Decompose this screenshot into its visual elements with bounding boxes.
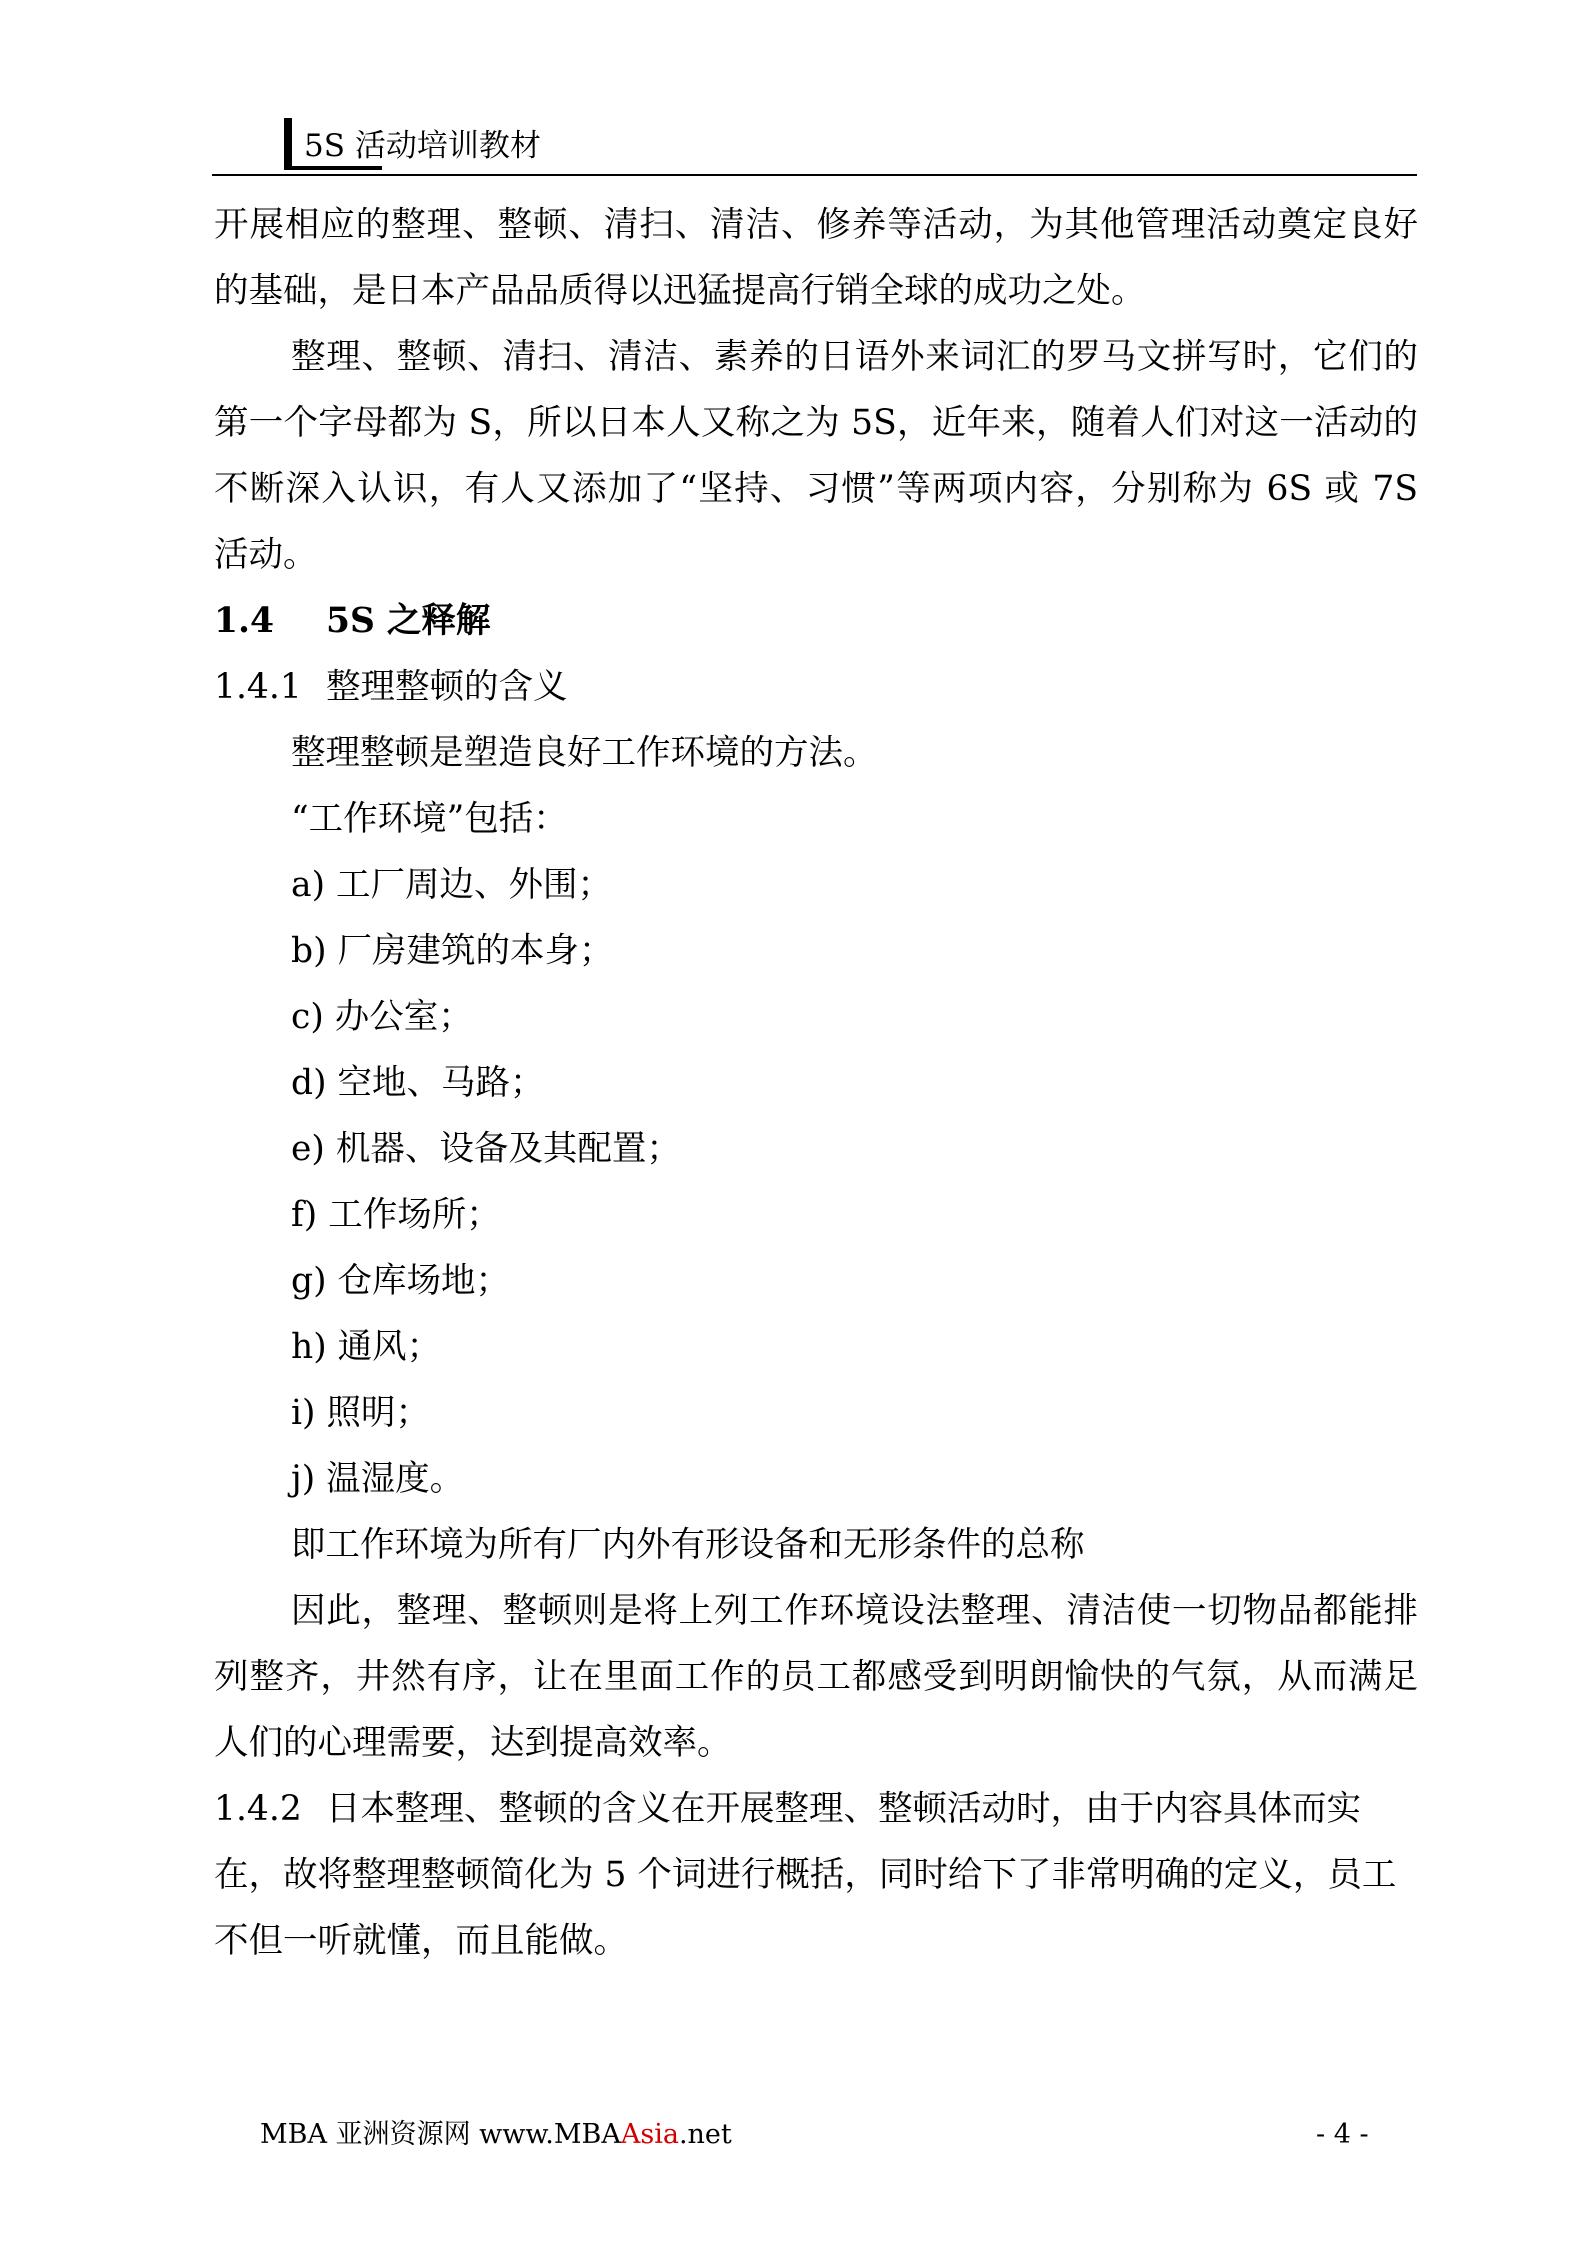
list-item: e) 机器、设备及其配置； [291, 1129, 681, 1169]
subsection-number: 1.4.2 [214, 1789, 302, 1829]
paragraph: 即工作环境为所有厂内外有形设备和无形条件的总称 [291, 1525, 1085, 1565]
subsection-paragraph [214, 1776, 1418, 1974]
paragraph: 因此，整理、整顿则是将上列工作环境设法整理、清洁使一切物品都能排列整齐，井然有序，让在里面工作的员工都感受到明朗愉快的气氛，从而满足人们的心理需要，达到提高效率。 [214, 1591, 1418, 1763]
header-underline-mark [284, 166, 382, 170]
footer-site [260, 2118, 732, 2152]
page-header [212, 118, 1417, 174]
header-rule [212, 174, 1417, 176]
paragraph: 开展相应的整理、整顿、清扫、清洁、修养等活动，为其他管理活动奠定良好的基础，是日本产品品质得以迅猛提高行销全球的成功之处。 [214, 205, 1418, 311]
footer-site-suffix: .net [678, 2119, 732, 2150]
subsection-heading [214, 654, 1418, 720]
footer-site-prefix: MBA 亚洲资源网 www.MBA [260, 2119, 621, 2150]
paragraph: 整理整顿是塑造良好工作环境的方法。 [291, 733, 878, 773]
paragraph: 整理、整顿、清扫、清洁、素养的日语外来词汇的罗马文拼写时，它们的第一个字母都为 S，所以日本人又称之为 5S，近年来，随着人们对这一活动的不断深入认识，有人又添加了“坚持、习惯”等两项内容，分别称为 6S 或 7S 活动。 [214, 337, 1418, 575]
list-item: j) 温湿度。 [291, 1459, 465, 1499]
document-body [214, 192, 1418, 1974]
header-bar-mark [284, 118, 292, 170]
page-number: - 4 - [1316, 2119, 1369, 2150]
list-item: c) 办公室； [291, 997, 473, 1037]
list-item: b) 厂房建筑的本身； [291, 931, 614, 971]
section-heading [214, 588, 1418, 654]
list-item: a) 工厂周边、外围； [291, 865, 612, 905]
list-item: h) 通风； [291, 1327, 442, 1367]
list-item: i) 照明； [291, 1393, 430, 1433]
list-item: d) 空地、马路； [291, 1063, 545, 1103]
list-item: f) 工作场所； [291, 1195, 501, 1235]
list-item: g) 仓库场地； [291, 1261, 511, 1301]
subsection-text: 日本整理、整顿的含义在开展整理、整顿活动时，由于内容具体而实在，故将整理整顿简化为 5 个词进行概括，同时给下了非常明确的定义，员工不但一听就懂，而且能做。 [214, 1789, 1397, 1961]
subsection-number: 1.4.1 [214, 667, 302, 707]
footer-site-accent: Asia [620, 2119, 679, 2150]
header-title: 5S 活动培训教材 [304, 128, 541, 164]
section-number: 1.4 [214, 601, 275, 641]
section-title: 5S 之释解 [326, 601, 491, 641]
subsection-title: 整理整顿的含义 [326, 667, 568, 707]
list-intro: “工作环境”包括： [291, 799, 568, 839]
